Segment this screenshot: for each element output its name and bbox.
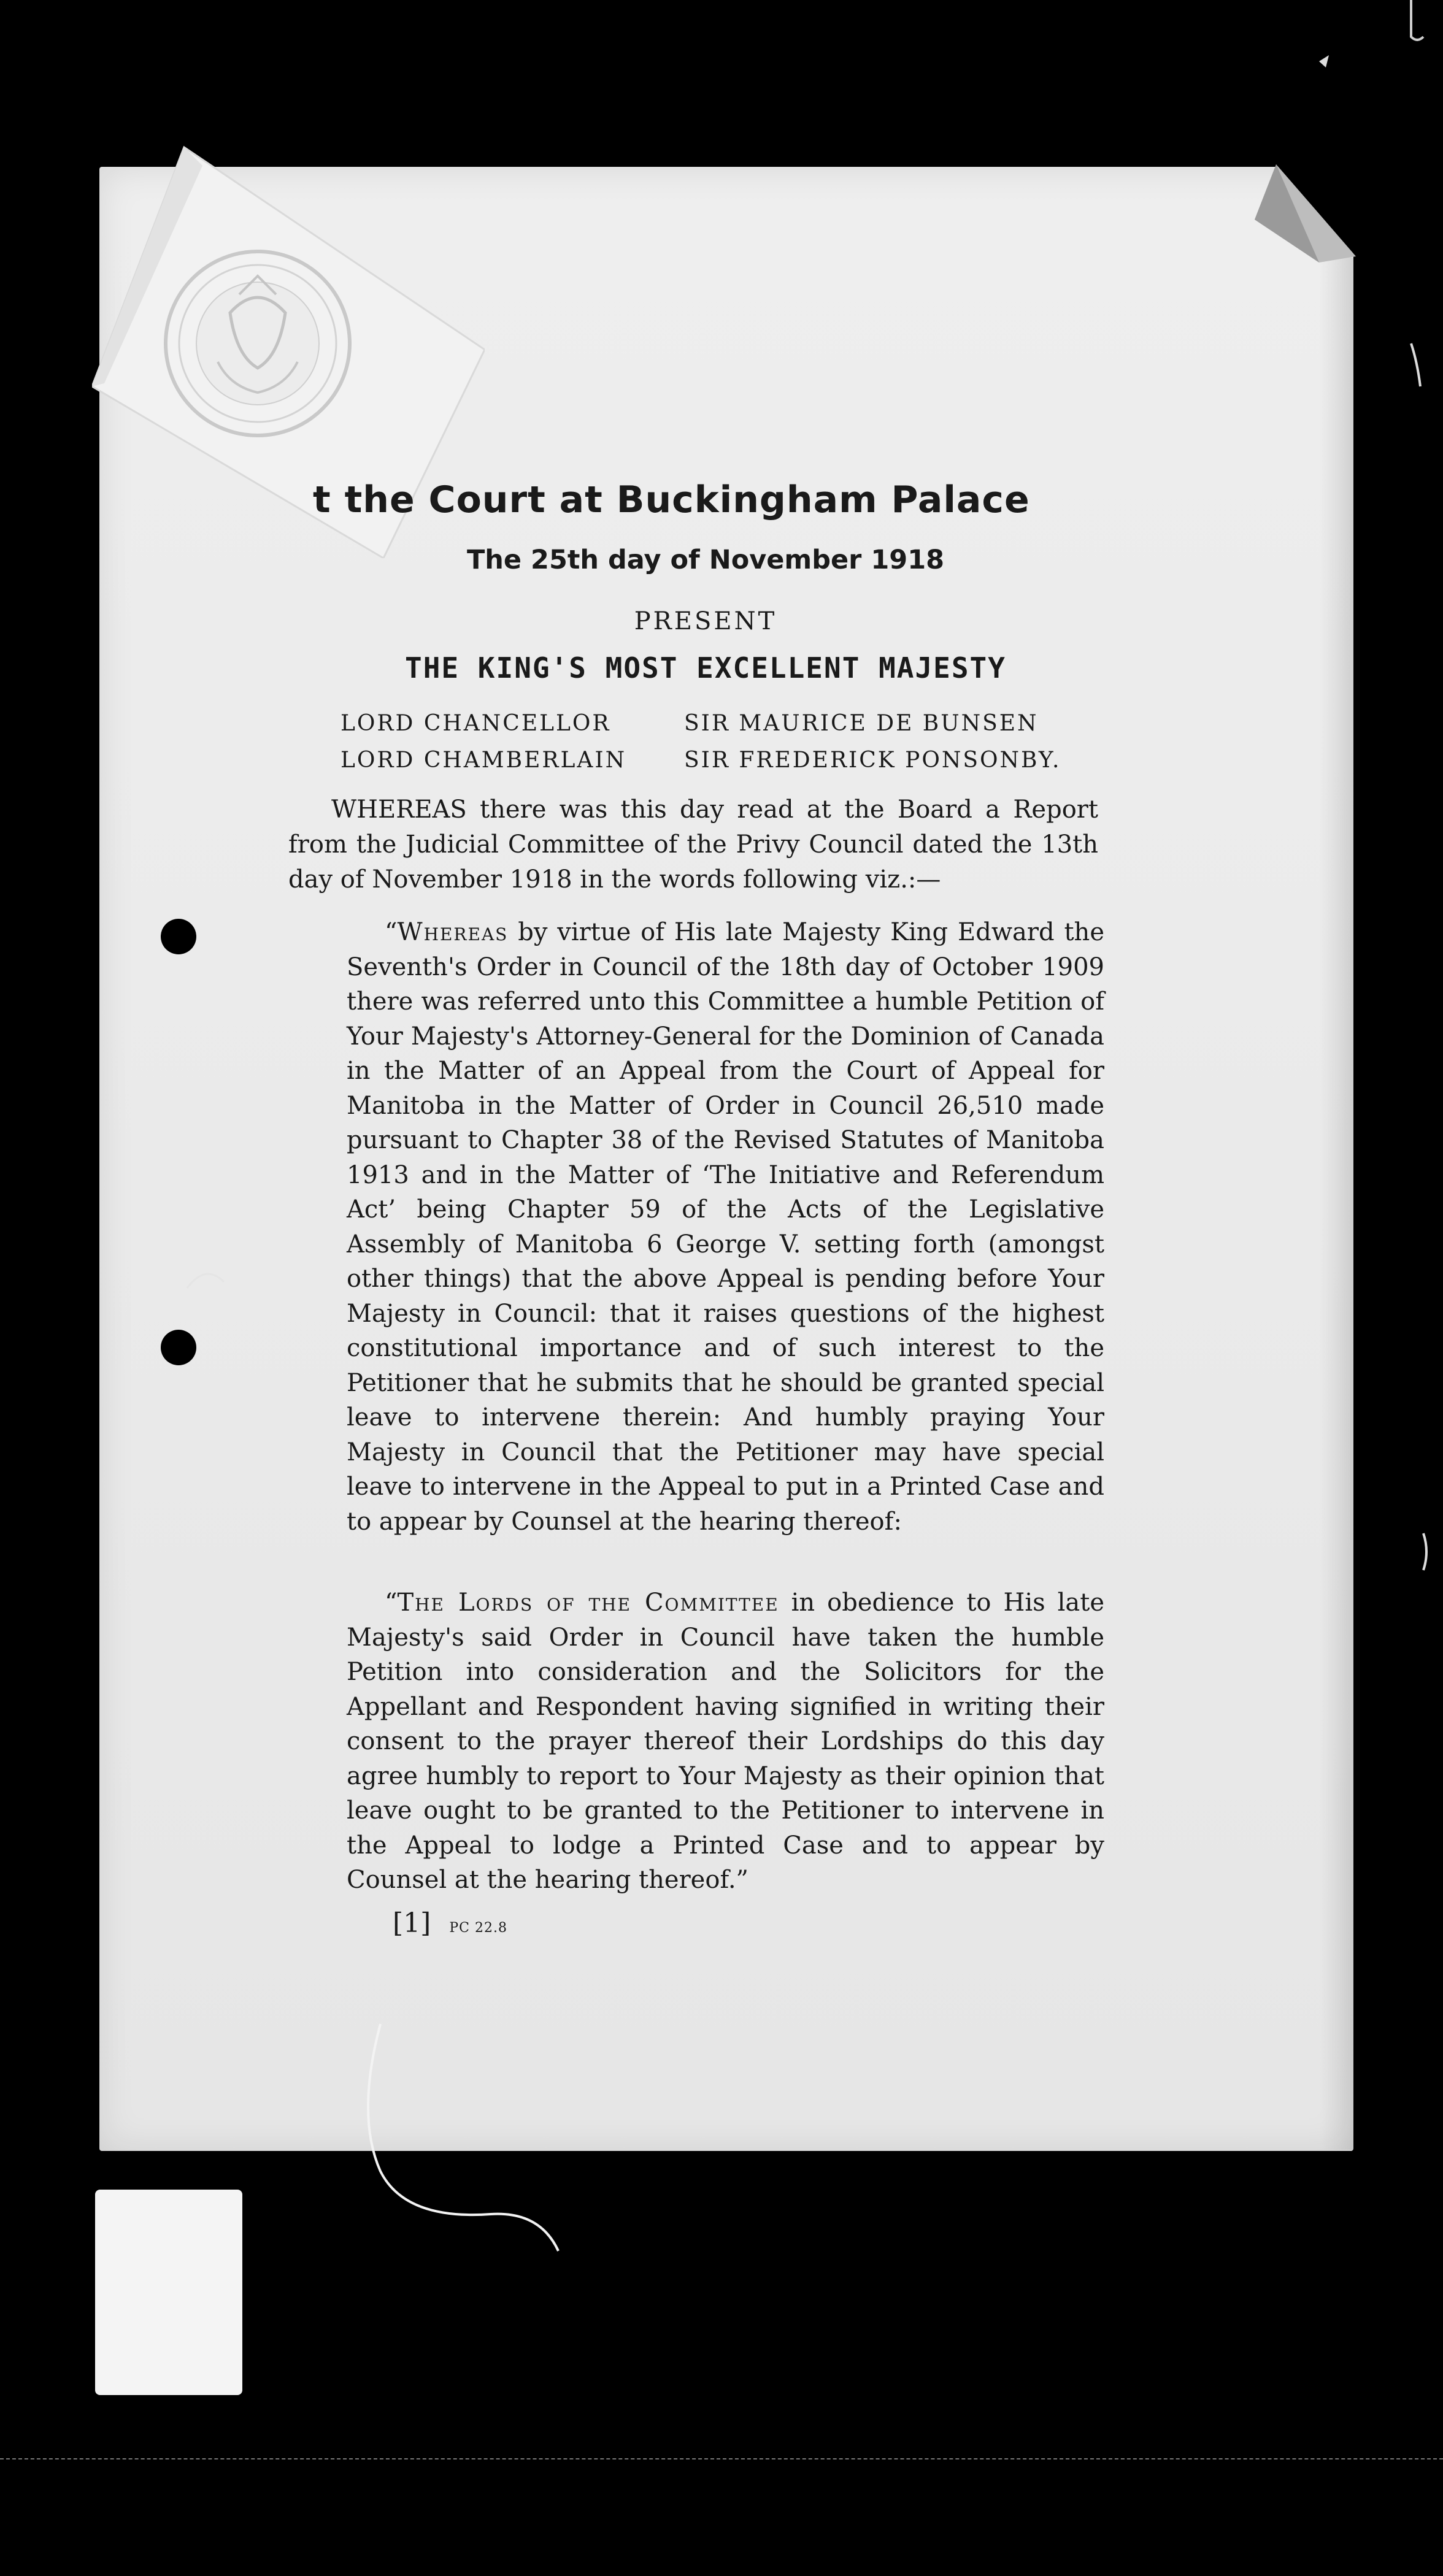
page-edge-shadow [1319, 258, 1353, 2150]
attendee-name: SIR FREDERICK PONSONBY. [684, 748, 1061, 773]
majesty-title: THE KING'S MOST EXCELLENT MAJESTY [405, 651, 1006, 684]
quote-body: by virtue of His late Majesty King Edward the Seventh's Order in Council of the 18th day of October 1909 there was referred unto this Committee a humble Petition of Your Majesty's Attorney-General for the Dominion of Canada in the Matter of an Appeal from the Court of Appeal for Manitoba in the Matter of Order in Council 26,510 made pursuant to Chapter 38 of the Revised Statutes of Manitoba 1913 and in the Matter of ‘The Initiative and Referendum Act’ being Chapter 59 of the Acts of the Legislative Assembly of Manitoba 6 George V. setting forth (amongst other things) that the above Appeal is pending before Your Majesty in Council: that it raises questions of the highest constitutional importance and of such interest to the Petitioner that he submits that he should be granted special leave to intervene therein: And humbly praying Your Majesty in Council that the Petitioner may have special leave to intervene in the Appeal to put in a Printed Case and to appear by Counsel at the hearing thereof: [347, 918, 1104, 1536]
print-code: PC 22.8 [449, 1920, 507, 1936]
quote-lead-word: The Lords of the Committee [397, 1589, 779, 1617]
attendee-name: SIR MAURICE DE BUNSEN [684, 711, 1039, 736]
open-quote: “ [385, 918, 398, 946]
quote-body: in obedience to His late Majesty's said Order in Council have taken the humble Petition into consideration and the Solicitors for the Appellant and Respondent having signified in writing their consent to the prayer thereof their Lordships do this day agree humbly to report to Your Majesty as their opinion that leave ought to be granted to the Petitioner to intervene in the Appeal to lodge a Printed Case and to appear by Counsel at the hearing thereof.” [347, 1589, 1105, 1894]
lords-quote-paragraph [347, 1585, 1104, 1898]
attendee-row [341, 705, 1064, 742]
attendee-name: LORD CHAMBERLAIN [341, 748, 627, 773]
present-label: PRESENT [634, 607, 777, 635]
page-number: [1] [393, 1907, 431, 1939]
report-quote-paragraph [347, 915, 1104, 1539]
document-date: The 25th day of November 1918 [466, 545, 945, 575]
attendee-row [341, 742, 1064, 779]
punch-hole-upper [161, 919, 196, 954]
document-heading: t the Court at Buckingham Palace [313, 478, 1030, 521]
quote-lead-word: Whereas [397, 918, 509, 946]
attendee-name: LORD CHANCELLOR [341, 711, 611, 736]
folded-corner-icon [1252, 164, 1356, 269]
attendee-list [341, 705, 1064, 779]
page-footnote [393, 1907, 507, 1939]
punch-hole-lower [161, 1330, 196, 1365]
open-quote: “ [385, 1589, 398, 1617]
whereas-paragraph: WHEREAS there was this day read at the Board a Report from the Judicial Committee of the Privy Council dated the 13th day of November 1918 in the words following viz.:— [288, 795, 1098, 894]
bottom-rule [0, 2458, 1443, 2463]
blank-label-card [95, 2190, 242, 2395]
